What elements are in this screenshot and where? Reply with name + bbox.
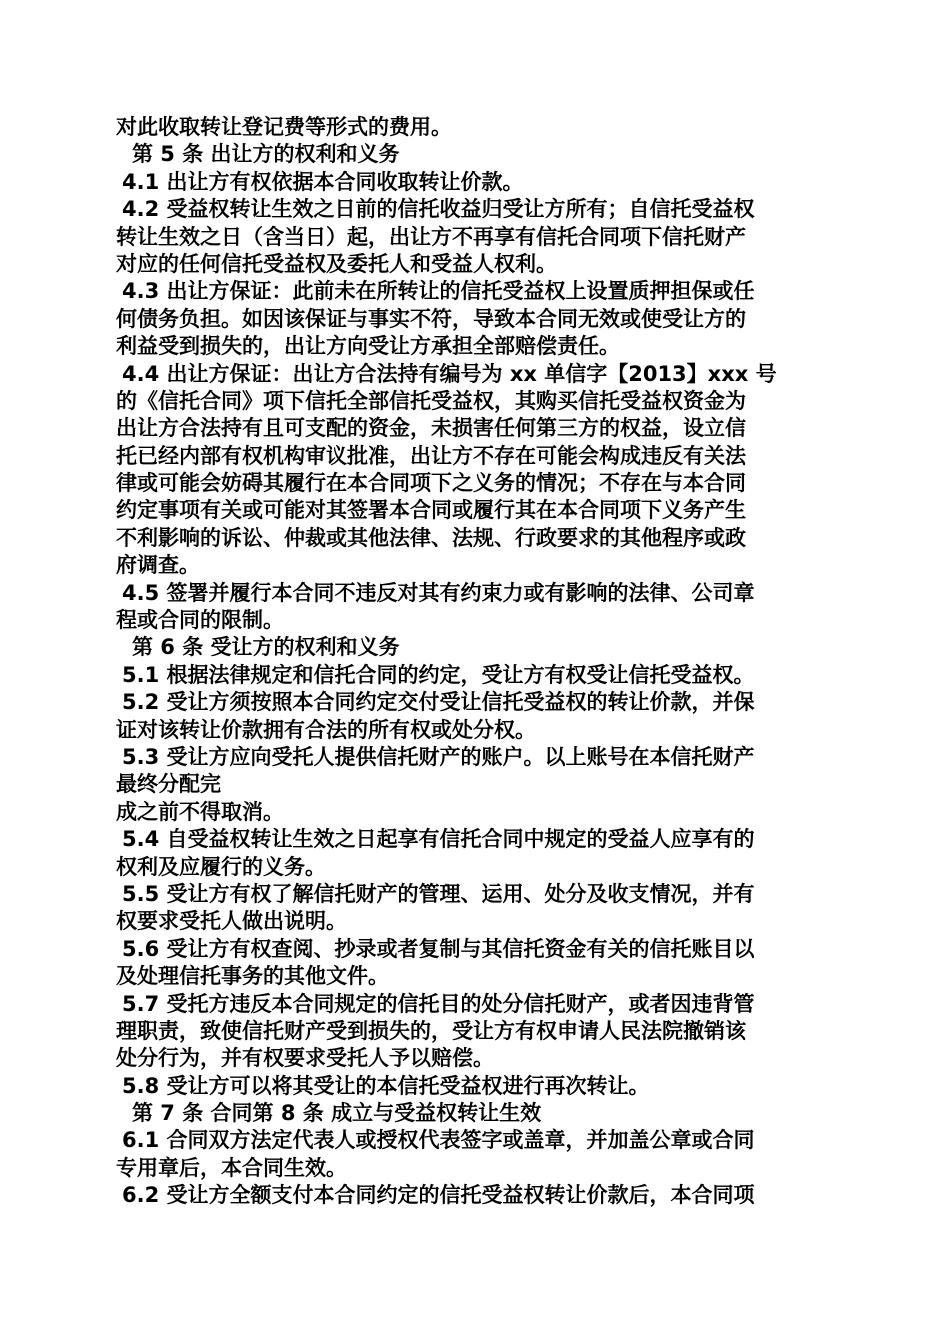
- text-line: 府调查。: [116, 553, 200, 578]
- text-line: 不利影响的诉讼、仲裁或其他法律、法规、行政要求的其他程序或政: [116, 525, 746, 550]
- text-line: 最终分配完: [116, 772, 221, 797]
- text-line: 对应的任何信托受益权及委托人和受益人权利。: [116, 251, 557, 276]
- text-line: 证对该转让价款拥有合法的所有权或处分权。: [116, 717, 536, 742]
- text-line: 程或合同的限制。: [116, 608, 284, 633]
- text-line: 5.8 受让方可以将其受让的本信托受益权进行再次转让。: [122, 1073, 650, 1098]
- text-line: 转让生效之日（含当日）起，出让方不再享有信托合同项下信托财产: [116, 224, 746, 249]
- text-line: 处分行为，并有权要求受托人予以赔偿。: [116, 1046, 494, 1071]
- text-line: 利益受到损失的，出让方向受让方承担全部赔偿责任。: [116, 334, 620, 359]
- text-line: 成之前不得取消。: [116, 799, 284, 824]
- text-line: 5.5 受让方有权了解信托财产的管理、运用、处分及收支情况，并有: [122, 881, 755, 906]
- text-line: 第 5 条 出让方的权利和义务: [132, 142, 400, 167]
- text-line: 6.2 受让方全额支付本合同约定的信托受益权转让价款后，本合同项: [122, 1183, 755, 1208]
- text-line: 何债务负担。如因该保证与事实不符，导致本合同无效或使受让方的: [116, 306, 746, 331]
- text-line: 5.1 根据法律规定和信托合同的约定，受让方有权受让信托受益权。: [122, 662, 755, 687]
- text-line: 权要求受托人做出说明。: [116, 909, 347, 934]
- document-page: [116, 114, 846, 1210]
- text-line: 5.6 受让方有权查阅、抄录或者复制与其信托资金有关的信托账目以: [122, 936, 755, 961]
- text-line: 4.2 受益权转让生效之日前的信托收益归受让方所有；自信托受益权: [122, 197, 755, 222]
- text-line: 4.1 出让方有权依据本合同收取转让价款。: [122, 169, 524, 194]
- text-line: 出让方合法持有且可支配的资金，未损害任何第三方的权益，设立信: [116, 416, 746, 441]
- text-line: 理职责，致使信托财产受到损失的，受让方有权申请人民法院撤销该: [116, 1018, 746, 1043]
- text-line: 4.3 出让方保证：此前未在所转让的信托受益权上设置质押担保或任: [122, 279, 755, 304]
- text-line: 专用章后，本合同生效。: [116, 1155, 347, 1180]
- text-line: 托已经内部有权机构审议批准，出让方不存在可能会构成违反有关法: [116, 443, 746, 468]
- text-line: 的《信托合同》项下信托全部信托受益权，其购买信托受益权资金为: [116, 388, 746, 413]
- text-line: 及处理信托事务的其他文件。: [116, 964, 389, 989]
- text-line: 对此收取转让登记费等形式的费用。: [116, 115, 452, 139]
- text-line: 6.1 合同双方法定代表人或授权代表签字或盖章，并加盖公章或合同: [122, 1128, 755, 1153]
- text-line: 权利及应履行的义务。: [116, 854, 326, 879]
- text-line: 5.2 受让方须按照本合同约定交付受让信托受益权的转让价款，并保: [122, 690, 755, 715]
- text-line: 约定事项有关或可能对其签署本合同或履行其在本合同项下义务产生: [116, 498, 746, 523]
- text-line: 第 7 条 合同第 8 条 成立与受益权转让生效: [132, 1101, 542, 1126]
- text-line: 第 6 条 受让方的权利和义务: [132, 635, 400, 660]
- text-line: 5.7 受托方违反本合同规定的信托目的处分信托财产，或者因违背管: [122, 991, 755, 1016]
- text-line: 4.5 签署并履行本合同不违反对其有约束力或有影响的法律、公司章: [122, 580, 755, 605]
- text-line: 5.3 受让方应向受托人提供信托财产的账户。以上账号在本信托财产: [122, 744, 755, 769]
- text-line: 律或可能会妨碍其履行在本合同项下之义务的情况；不存在与本合同: [116, 471, 746, 496]
- text-line: 4.4 出让方保证：出让方合法持有编号为 xx 单信字【2013】xxx 号: [122, 361, 777, 386]
- text-line: 5.4 自受益权转让生效之日起享有信托合同中规定的受益人应享有的: [122, 827, 755, 852]
